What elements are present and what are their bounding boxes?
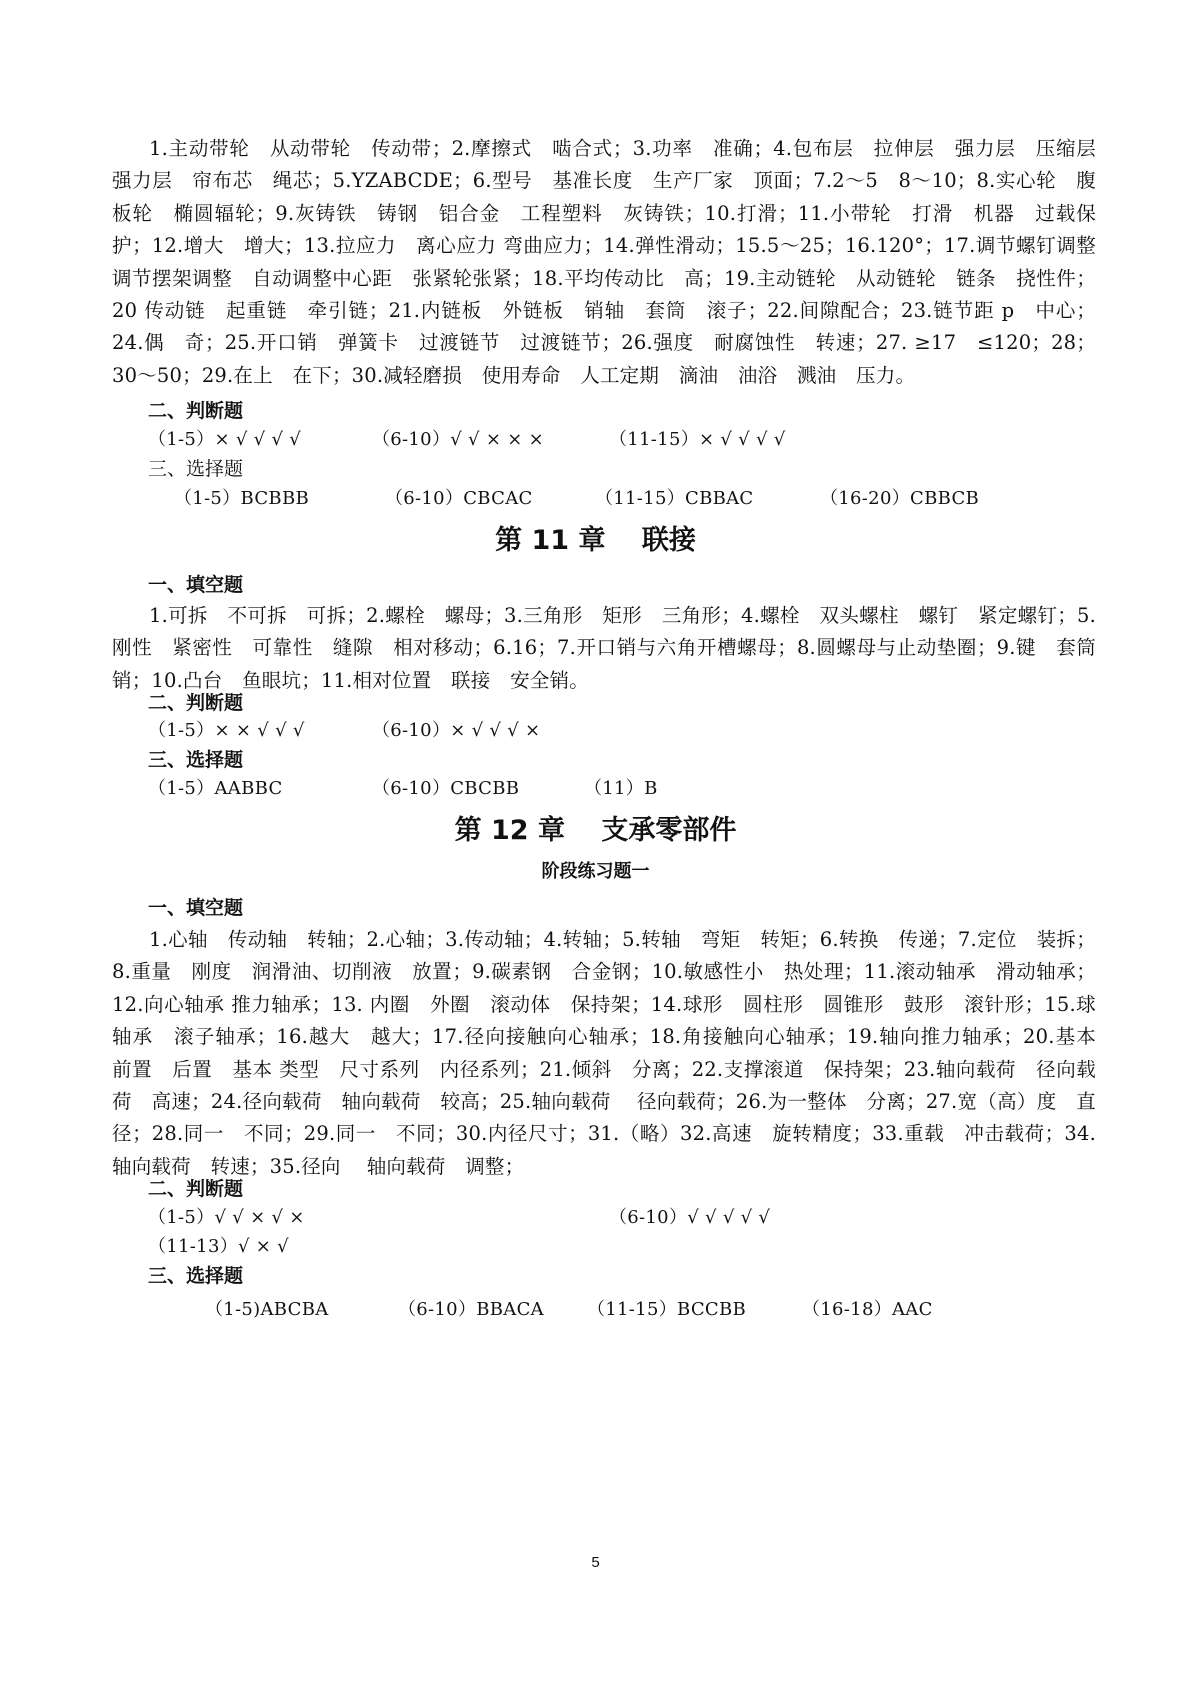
page-number: 5	[591, 1554, 600, 1571]
chapter11-fill-heading: 一、填空题	[148, 574, 244, 596]
chapter12-choice-16-18: （16-18）AAC	[802, 1299, 933, 1320]
chapter12-judge-heading: 二、判断题	[148, 1178, 244, 1200]
chapter12-choice-6-10: （6-10）BBACA	[398, 1299, 544, 1320]
chapter11-judge-heading: 二、判断题	[148, 692, 244, 714]
section10-judge-heading: 二、判断题	[148, 400, 244, 422]
section10-judge-6-10: （6-10）√ √ × × ×	[372, 429, 545, 450]
chapter12-fill-heading: 一、填空题	[148, 897, 244, 919]
chapter12-judge-6-10: （6-10）√ √ √ √ √	[609, 1207, 771, 1228]
section10-choice-heading: 三、选择题	[148, 458, 244, 480]
section10-fill-answers: 1.主动带轮 从动带轮 传动带；2.摩擦式 啮合式；3.功率 准确；4.包布层 拉伸层 强力层 压缩层 强力层 帘布芯 绳芯；5.YZABCDE；6.型号 基准长度 生产厂家 顶面；7.2～5 8～10；8.实心轮 腹板轮 椭圆辐轮；9.灰铸铁 铸钢 铝合金 工程塑料 灰铸铁；10.打滑；11.小带轮 打滑 机器 过载保护；12.增大 增大；13.拉应力 离心应力 弯曲应力；14.弹性滑动；15.5～25；16.120°；17.调节螺钉调整 调节摆架调整 自动调整中心距 张紧轮张紧；18.平均传动比 高；19.主动链轮 从动链轮 链条 挠性件；20 传动链 起重链 牵引链；21.内链板 外链板 销轴 套筒 滚子；22.间隙配合；23.链节距 p 中心；24.偶 奇；25.开口销 弹簧卡 过渡链节 过渡链节；26.强度 耐腐蚀性 转速；27. ≥17 ≤120；28；30～50；29.在上 在下；30.减轻磨损 使用寿命 人工定期 滴油 油浴 溅油 压力。	[112, 137, 1116, 387]
chapter11-choice-heading: 三、选择题	[148, 749, 244, 771]
chapter11-judge-1-5: （1-5）× × √ √ √	[148, 720, 305, 741]
chapter11-fill-answers: 1.可拆 不可拆 可拆；2.螺栓 螺母；3.三角形 矩形 三角形；4.螺栓 双头螺柱 螺钉 紧定螺钉；5.刚性 紧密性 可靠性 缝隙 相对移动；6.16；7.开口销与六角开槽螺母；8.圆螺母与止动垫圈；9.键 套筒 销；10.凸台 鱼眼坑；11.相对位置 联接 安全销。	[112, 604, 1116, 692]
chapter12-choice-11-15: （11-15）BCCBB	[587, 1299, 747, 1320]
section10-choice-16-20: （16-20）CBBCB	[820, 488, 980, 509]
section10-choice-1-5: （1-5）BCBBB	[174, 488, 310, 509]
chapter12-title: 第 12 章 支承零部件	[454, 815, 737, 846]
section10-judge-1-5: （1-5）× √ √ √ √	[148, 429, 302, 450]
chapter12-subtitle: 阶段练习题一	[541, 861, 650, 882]
chapter12-choice-1-5: （1-5)ABCBA	[205, 1299, 329, 1320]
chapter12-judge-1-5: （1-5）√ √ × √ ×	[148, 1207, 305, 1228]
chapter12-fill-answers: 1.心轴 传动轴 转轴；2.心轴；3.传动轴；4.转轴；5.转轴 弯矩 转矩；6.转换 传递；7.定位 装拆；8.重量 刚度 润滑油、切削液 放置；9.碳素钢 合金钢；10.敏感性小 热处理；11.滚动轴承 滑动轴承；12.向心轴承 推力轴承；13. 内圈 外圈 滚动体 保持架；14.球形 圆柱形 圆锥形 鼓形 滚针形；15.球轴承 滚子轴承；16.越大 越大；17.径向接触向心轴承；18.角接触向心轴承；19.轴向推力轴承；20.基本 前置 后置 基本 类型 尺寸系列 内径系列；21.倾斜 分离；22.支撑滚道 保持架；23.轴向载荷 径向载荷 高速；24.径向载荷 轴向载荷 较高；25.轴向载荷 径向载荷；26.为一整体 分离；27.宽（高）度 直径；28.同一 不同；29.同一 不同；30.内径尺寸；31.（略）32.高速 旋转精度；33.重载 冲击载荷；34.轴向载荷 转速；35.径向 轴向载荷 调整；	[112, 928, 1116, 1178]
section10-choice-6-10: （6-10）CBCAC	[385, 488, 533, 509]
chapter11-judge-6-10: （6-10）× √ √ √ ×	[372, 720, 541, 741]
chapter11-choice-11: （11）B	[584, 778, 658, 799]
section10-choice-11-15: （11-15）CBBAC	[595, 488, 754, 509]
section10-judge-11-15: （11-15）× √ √ √ √	[609, 429, 786, 450]
chapter11-choice-1-5: （1-5）AABBC	[148, 778, 283, 799]
chapter12-choice-heading: 三、选择题	[148, 1265, 244, 1287]
chapter12-judge-11-13: （11-13）√ × √	[148, 1236, 289, 1257]
chapter11-choice-6-10: （6-10）CBCBB	[372, 778, 520, 799]
chapter11-title: 第 11 章 联接	[495, 525, 696, 556]
